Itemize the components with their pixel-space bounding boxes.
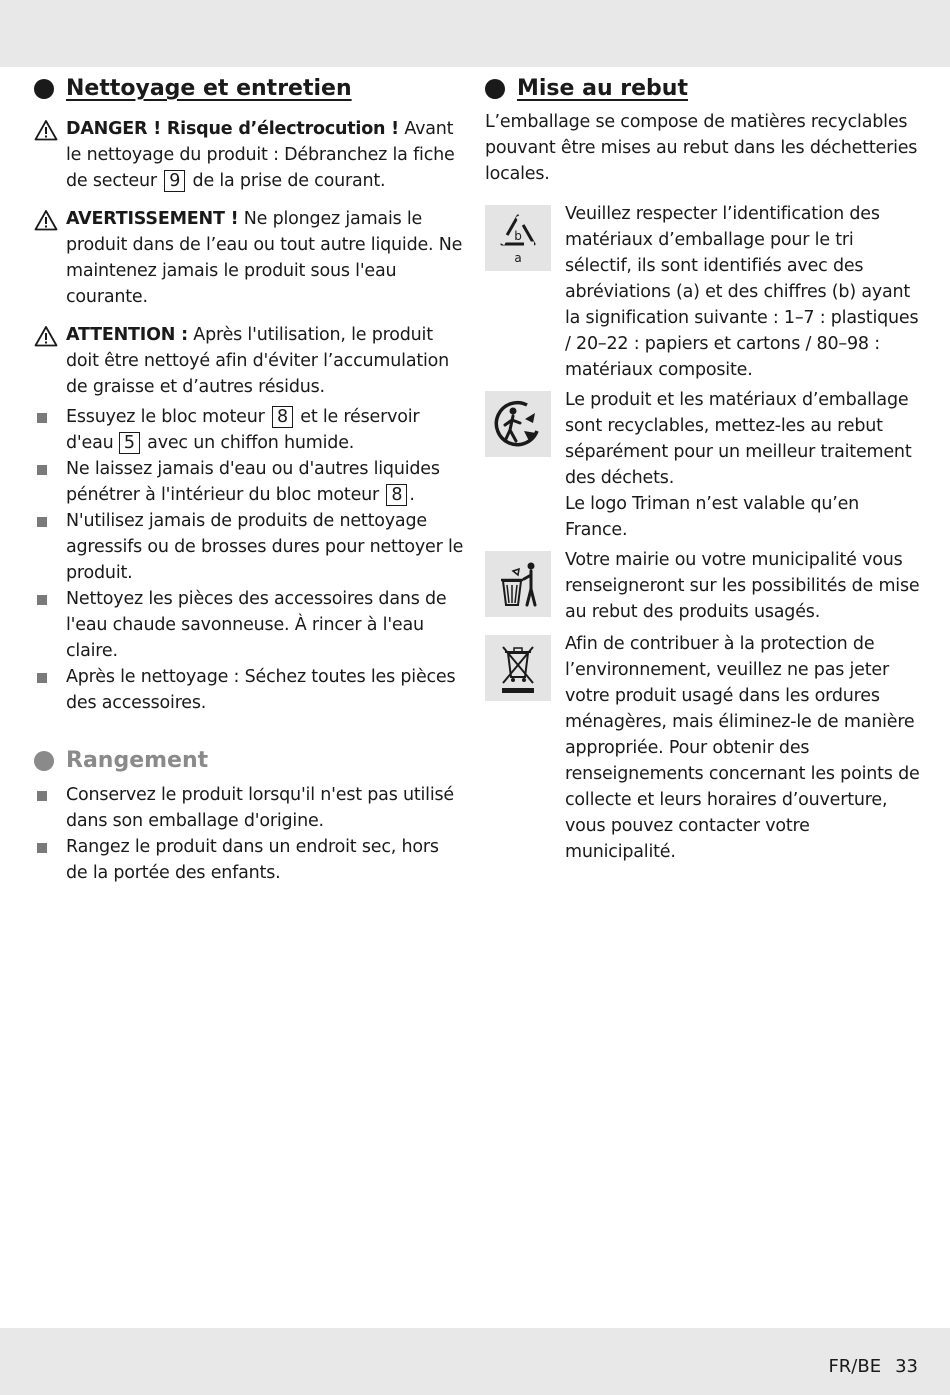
list-item: Après le nettoyage : Séchez toutes les pièces des accessoires. xyxy=(34,664,464,716)
crossed-bin-icon xyxy=(485,635,551,701)
storage-title: Rangement xyxy=(66,748,209,773)
part-ref: 8 xyxy=(386,484,407,506)
bullet-dot-icon xyxy=(485,79,505,99)
item-text: et le réservoir d'eau xyxy=(66,407,420,453)
footer-band xyxy=(0,1328,950,1395)
footer-lang: FR/BE xyxy=(828,1356,882,1377)
warning-label: AVERTISSEMENT ! xyxy=(66,209,239,229)
disposal-text: Veuillez respecter l’identification des matériaux d’emballage pour le tri sélectif, ils sont identifiés avec des abréviations (a) et des chiffres (b) ayant la signification suivante : 1–7 : plastiques / 20–22 : papiers et cartons / 80–98 : matériaux composite. xyxy=(565,204,919,380)
disposal-row-recycle xyxy=(485,201,925,383)
list-item: Conservez le produit lorsqu'il n'est pas utilisé dans son emballage d'origine. xyxy=(34,782,464,834)
disposal-row-weee xyxy=(485,631,925,865)
storage-list xyxy=(34,782,464,886)
warning-label: DANGER ! Risque d’électrocution ! xyxy=(66,119,399,139)
svg-text:a: a xyxy=(514,251,522,265)
warning-text: Après l'utilisation, le produit doit être nettoyé afin d'éviter l’accumulation de graisse et d’autres résidus. xyxy=(66,325,450,397)
warning-text: Ne plongez jamais le produit dans de l’eau ou tout autre liquide. Ne maintenez jamais le produit sous l'eau courante. xyxy=(66,209,463,307)
warning-triangle-icon xyxy=(34,119,58,141)
list-item: Nettoyez les pièces des accessoires dans de l'eau chaude savonneuse. À rincer à l'eau claire. xyxy=(34,586,464,664)
bullet-dot-icon xyxy=(34,79,54,99)
disposal-title: Mise au rebut xyxy=(517,76,688,101)
item-text: . xyxy=(409,485,415,505)
disposal-heading xyxy=(485,74,925,104)
list-item xyxy=(34,456,464,508)
left-column xyxy=(34,74,464,886)
warning-attention xyxy=(34,322,464,400)
disposal-text: Afin de contribuer à la protection de l’environnement, veuillez ne pas jeter votre produit usagé dans les ordures ménagères, mais éliminez-le de manière appropriée. Pour obtenir des renseignements concernant les points de collecte et leurs horaires d’ouverture, vous pouvez contacter votre municipalité. xyxy=(565,634,920,862)
list-item: N'utilisez jamais de produits de nettoyage agressifs ou de brosses dures pour nettoyer le produit. xyxy=(34,508,464,586)
bullet-dot-icon xyxy=(34,751,54,771)
warning-text: de la prise de courant. xyxy=(187,171,386,191)
header-band xyxy=(0,0,950,67)
cleaning-title: Nettoyage et entretien xyxy=(66,76,352,101)
triman-logo-icon xyxy=(485,391,551,457)
list-item xyxy=(34,404,464,456)
warning-triangle-icon xyxy=(34,209,58,231)
warning-label: ATTENTION : xyxy=(66,325,188,345)
cleaning-heading xyxy=(34,74,464,104)
page-number: 33 xyxy=(895,1356,918,1377)
part-ref: 5 xyxy=(119,432,140,454)
item-text: Essuyez le bloc moteur xyxy=(66,407,270,427)
triman-note: Le logo Triman n’est valable qu’en France. xyxy=(565,494,860,540)
warning-text: Avant le nettoyage du produit : Débranchez la fiche de secteur xyxy=(66,119,455,191)
part-ref: 8 xyxy=(272,406,293,428)
storage-heading xyxy=(34,746,464,776)
disposal-text: Votre mairie ou votre municipalité vous renseigneront sur les possibilités de mise au rebut des produits usagés. xyxy=(565,550,920,622)
item-text: avec un chiffon humide. xyxy=(141,433,355,453)
recycle-code-icon xyxy=(485,205,551,271)
right-column xyxy=(485,74,925,865)
list-item: Rangez le produit dans un endroit sec, hors de la portée des enfants. xyxy=(34,834,464,886)
warning-danger xyxy=(34,116,464,194)
page-footer xyxy=(828,1356,918,1377)
warning-avertissement xyxy=(34,206,464,310)
cleaning-list xyxy=(34,404,464,716)
part-ref: 9 xyxy=(164,170,185,192)
item-text: Ne laissez jamais d'eau ou d'autres liquides pénétrer à l'intérieur du bloc moteur xyxy=(66,459,440,505)
disposal-text: Le produit et les matériaux d’emballage sont recyclables, mettez-les au rebut séparément pour un meilleur traitement des déchets. xyxy=(565,390,912,488)
disposal-row-municipality xyxy=(485,547,925,625)
waste-bin-person-icon xyxy=(485,551,551,617)
disposal-row-triman xyxy=(485,387,925,543)
warning-triangle-icon xyxy=(34,325,58,347)
disposal-intro: L’emballage se compose de matières recyclables pouvant être mises au rebut dans les déchetteries locales. xyxy=(485,112,918,184)
svg-text:b: b xyxy=(514,229,522,243)
